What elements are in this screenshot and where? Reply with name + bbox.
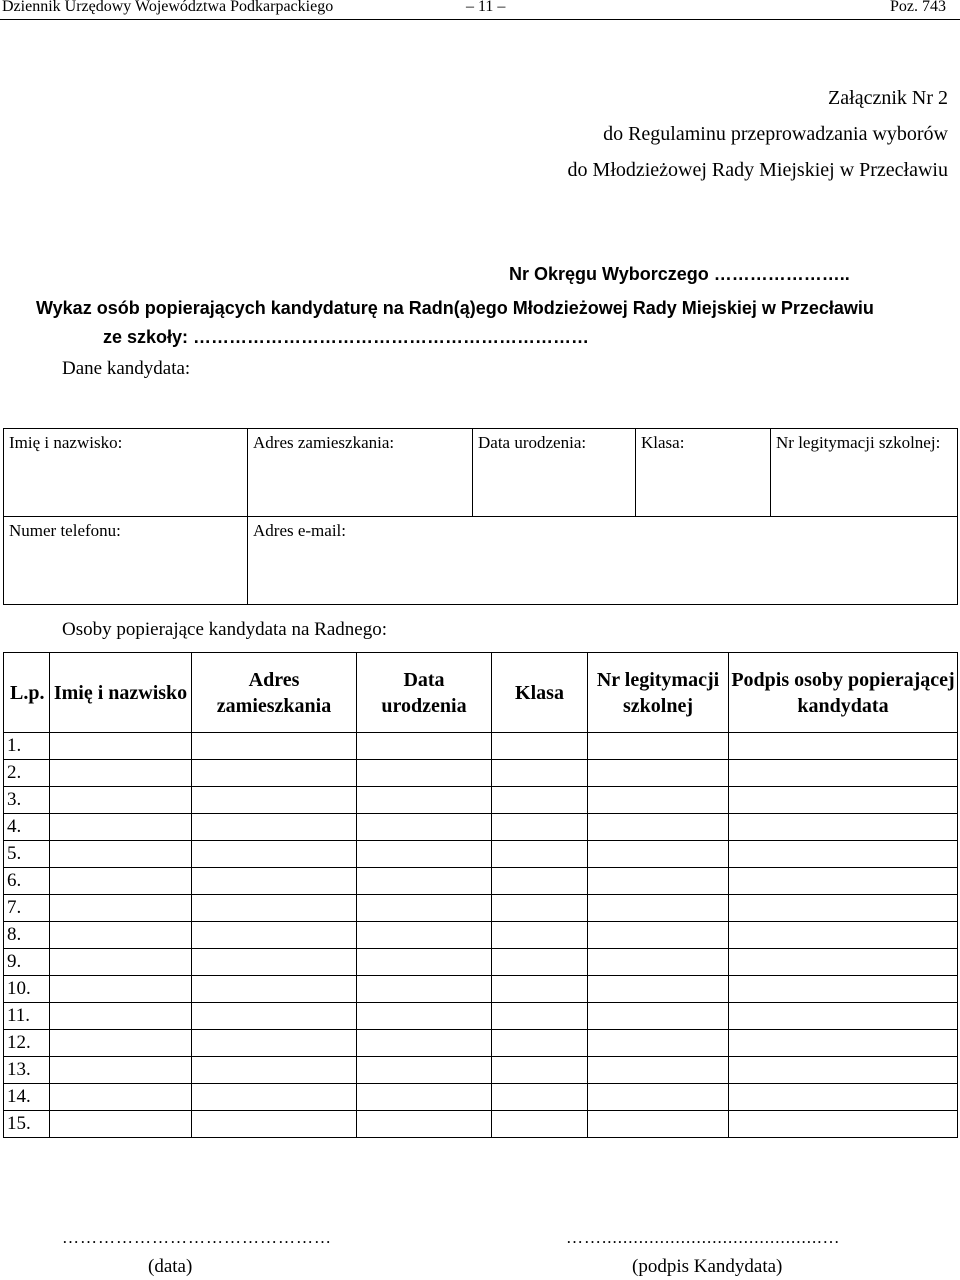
- supporters-table: [3, 652, 958, 1138]
- table-row: [4, 1057, 958, 1084]
- table-cell[interactable]: [588, 760, 729, 787]
- document-header: [0, 0, 960, 18]
- table-cell[interactable]: [588, 841, 729, 868]
- table-cell[interactable]: [588, 1111, 729, 1138]
- table-cell[interactable]: [492, 1111, 588, 1138]
- table-cell[interactable]: [357, 1057, 492, 1084]
- table-cell[interactable]: [492, 922, 588, 949]
- table-cell[interactable]: [50, 733, 192, 760]
- row-number: 10.: [4, 976, 50, 1003]
- candidate-address-field[interactable]: Adres zamieszkania:: [248, 429, 473, 517]
- table-cell[interactable]: [50, 760, 192, 787]
- annex-line-2: do Regulaminu przeprowadzania wyborów: [603, 123, 948, 145]
- table-cell[interactable]: [492, 1003, 588, 1030]
- table-cell[interactable]: [50, 922, 192, 949]
- row-number: 5.: [4, 841, 50, 868]
- table-cell[interactable]: [729, 922, 958, 949]
- candidate-birth-field[interactable]: Data urodzenia:: [473, 429, 636, 517]
- table-cell[interactable]: [492, 733, 588, 760]
- journal-title: Dziennik Urzędowy Województwa Podkarpackiego: [2, 0, 334, 15]
- table-cell[interactable]: [192, 922, 357, 949]
- table-cell[interactable]: [357, 733, 492, 760]
- table-cell[interactable]: [192, 1030, 357, 1057]
- table-cell[interactable]: [492, 976, 588, 1003]
- supporters-rows: [4, 733, 958, 1138]
- candidate-table: [3, 428, 958, 605]
- table-cell[interactable]: [588, 814, 729, 841]
- table-cell[interactable]: [357, 868, 492, 895]
- table-cell[interactable]: [192, 1003, 357, 1030]
- date-dots: ………………………………………: [62, 1228, 332, 1247]
- candidate-email-field[interactable]: Adres e-mail:: [248, 517, 958, 605]
- table-cell[interactable]: [357, 1111, 492, 1138]
- table-cell[interactable]: [192, 841, 357, 868]
- table-cell[interactable]: [729, 787, 958, 814]
- table-cell[interactable]: [492, 868, 588, 895]
- row-number: 7.: [4, 895, 50, 922]
- school-field: ze szkoły: …………………………………………………………: [103, 327, 590, 347]
- table-row: [4, 895, 958, 922]
- table-cell[interactable]: [588, 1084, 729, 1111]
- table-cell[interactable]: [588, 976, 729, 1003]
- table-cell[interactable]: [192, 1111, 357, 1138]
- table-cell[interactable]: [50, 1030, 192, 1057]
- table-row: [4, 949, 958, 976]
- table-cell[interactable]: [357, 814, 492, 841]
- row-number: 6.: [4, 868, 50, 895]
- table-row: [4, 760, 958, 787]
- table-cell[interactable]: [50, 814, 192, 841]
- row-number: 2.: [4, 760, 50, 787]
- document-title: Wykaz osób popierających kandydaturę na Radn(ą)ego Młodzieżowej Rady Miejskiej w Przecławiu: [36, 298, 874, 318]
- table-cell[interactable]: [492, 895, 588, 922]
- table-row: [4, 1084, 958, 1111]
- table-cell[interactable]: [50, 1003, 192, 1030]
- table-cell[interactable]: [50, 976, 192, 1003]
- table-cell[interactable]: [50, 1111, 192, 1138]
- table-cell[interactable]: [357, 949, 492, 976]
- table-cell[interactable]: [729, 841, 958, 868]
- table-row: [4, 1030, 958, 1057]
- annex-block: [568, 80, 948, 188]
- table-row: [4, 1003, 958, 1030]
- row-number: 11.: [4, 1003, 50, 1030]
- table-cell[interactable]: [588, 1003, 729, 1030]
- header-divider: [0, 19, 960, 20]
- annex-line-1: Załącznik Nr 2: [828, 87, 948, 109]
- table-cell[interactable]: [729, 814, 958, 841]
- table-row: [4, 814, 958, 841]
- table-cell[interactable]: [357, 787, 492, 814]
- table-cell[interactable]: [492, 1057, 588, 1084]
- table-cell[interactable]: [357, 841, 492, 868]
- table-cell[interactable]: [588, 949, 729, 976]
- table-cell[interactable]: [729, 760, 958, 787]
- signature-label: (podpis Kandydata): [632, 1256, 783, 1277]
- table-row: [4, 733, 958, 760]
- candidate-phone-field[interactable]: Numer telefonu:: [4, 517, 248, 605]
- table-cell[interactable]: [729, 1030, 958, 1057]
- district-field: Nr Okręgu Wyborczego …………………..: [509, 264, 850, 284]
- table-cell[interactable]: [50, 895, 192, 922]
- table-cell[interactable]: [357, 922, 492, 949]
- table-cell[interactable]: [729, 1111, 958, 1138]
- table-cell[interactable]: [588, 733, 729, 760]
- table-cell[interactable]: [50, 868, 192, 895]
- row-number: 12.: [4, 1030, 50, 1057]
- col-birth: Data urodzenia: [357, 653, 492, 733]
- table-cell[interactable]: [729, 949, 958, 976]
- table-cell[interactable]: [50, 1084, 192, 1111]
- col-name: Imię i nazwisko: [50, 653, 192, 733]
- col-id: Nr legitymacji szkolnej: [588, 653, 729, 733]
- row-number: 8.: [4, 922, 50, 949]
- table-cell[interactable]: [50, 1057, 192, 1084]
- candidate-name-field[interactable]: Imię i nazwisko:: [4, 429, 248, 517]
- supporters-label: Osoby popierające kandydata na Radnego:: [62, 619, 387, 640]
- table-row: [4, 841, 958, 868]
- annex-line-3: do Młodzieżowej Rady Miejskiej w Przecławiu: [567, 159, 948, 181]
- table-cell[interactable]: [492, 841, 588, 868]
- table-cell[interactable]: [492, 1030, 588, 1057]
- candidate-id-field[interactable]: Nr legitymacji szkolnej:: [771, 429, 958, 517]
- table-cell[interactable]: [192, 949, 357, 976]
- table-cell[interactable]: [357, 895, 492, 922]
- table-cell[interactable]: [729, 1057, 958, 1084]
- table-cell[interactable]: [50, 841, 192, 868]
- signature-dots: ……..........................................…: [566, 1228, 841, 1247]
- table-cell[interactable]: [192, 760, 357, 787]
- table-cell[interactable]: [492, 949, 588, 976]
- row-number: 15.: [4, 1111, 50, 1138]
- table-row: [4, 868, 958, 895]
- row-number: 1.: [4, 733, 50, 760]
- table-cell[interactable]: [357, 1003, 492, 1030]
- table-row: [4, 1111, 958, 1138]
- table-cell[interactable]: [50, 949, 192, 976]
- table-cell[interactable]: [357, 1030, 492, 1057]
- table-cell[interactable]: [192, 1057, 357, 1084]
- table-cell[interactable]: [588, 922, 729, 949]
- table-cell[interactable]: [588, 1030, 729, 1057]
- row-number: 9.: [4, 949, 50, 976]
- row-number: 3.: [4, 787, 50, 814]
- col-signature: Podpis osoby popierającej kandydata: [729, 653, 958, 733]
- table-cell[interactable]: [192, 787, 357, 814]
- table-cell[interactable]: [192, 1084, 357, 1111]
- table-cell[interactable]: [192, 976, 357, 1003]
- table-cell[interactable]: [729, 868, 958, 895]
- table-cell[interactable]: [729, 1003, 958, 1030]
- table-cell[interactable]: [192, 895, 357, 922]
- row-number: 4.: [4, 814, 50, 841]
- row-number: 14.: [4, 1084, 50, 1111]
- table-cell[interactable]: [588, 1057, 729, 1084]
- table-cell[interactable]: [192, 733, 357, 760]
- col-lp: L.p.: [4, 653, 50, 733]
- table-row: [4, 922, 958, 949]
- date-label: (data): [148, 1256, 193, 1277]
- table-cell[interactable]: [729, 733, 958, 760]
- table-cell[interactable]: [729, 976, 958, 1003]
- candidate-class-field[interactable]: Klasa:: [636, 429, 771, 517]
- table-cell[interactable]: [492, 814, 588, 841]
- row-number: 13.: [4, 1057, 50, 1084]
- table-row: [4, 787, 958, 814]
- col-address: Adres zamieszkania: [192, 653, 357, 733]
- table-cell[interactable]: [588, 787, 729, 814]
- table-cell[interactable]: [192, 868, 357, 895]
- table-cell[interactable]: [357, 976, 492, 1003]
- position-number: Poz. 743: [890, 0, 946, 15]
- table-cell[interactable]: [588, 895, 729, 922]
- table-cell[interactable]: [492, 787, 588, 814]
- table-cell[interactable]: [357, 760, 492, 787]
- col-class: Klasa: [492, 653, 588, 733]
- page-number: – 11 –: [466, 0, 506, 15]
- table-cell[interactable]: [729, 895, 958, 922]
- table-cell[interactable]: [588, 868, 729, 895]
- table-cell[interactable]: [729, 1084, 958, 1111]
- table-cell[interactable]: [50, 787, 192, 814]
- table-cell[interactable]: [357, 1084, 492, 1111]
- candidate-data-label: Dane kandydata:: [62, 358, 191, 379]
- table-cell[interactable]: [492, 1084, 588, 1111]
- table-row: [4, 976, 958, 1003]
- table-cell[interactable]: [192, 814, 357, 841]
- table-cell[interactable]: [492, 760, 588, 787]
